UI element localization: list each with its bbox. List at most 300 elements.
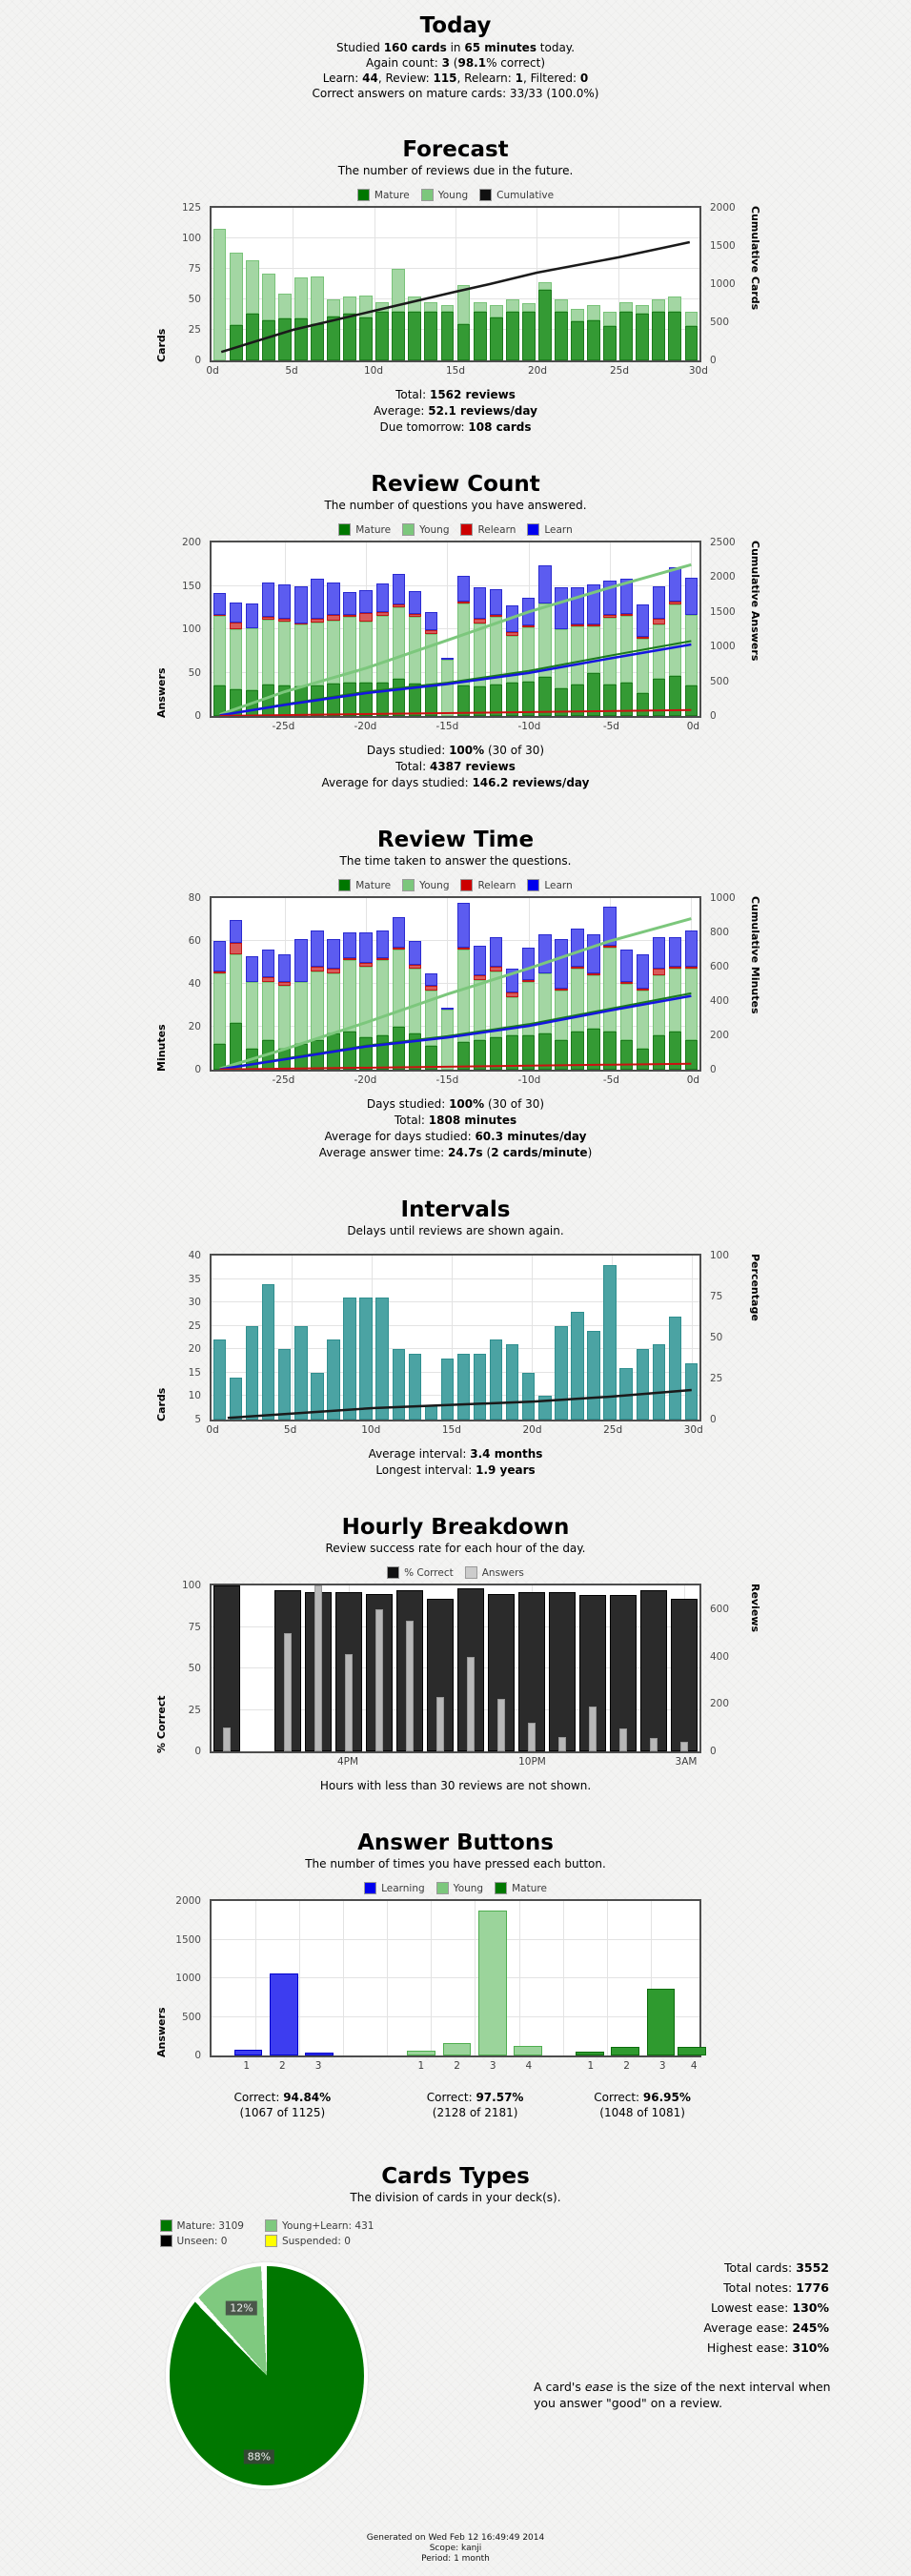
bar (603, 326, 617, 360)
bar (522, 1035, 535, 1070)
sq (402, 523, 415, 536)
bar (571, 969, 583, 1031)
ll: Mature (355, 523, 392, 536)
x-axis-labels (210, 721, 701, 737)
bar (603, 618, 616, 685)
plot-area (210, 1899, 701, 2057)
text-segment: Average answer time: (318, 1146, 448, 1159)
text-segment: 24.7s (447, 1146, 483, 1159)
tick: 50 (710, 1332, 723, 1343)
pie-label: 12% (226, 2300, 256, 2315)
xlab: 20d (522, 1424, 542, 1436)
bar (246, 690, 258, 716)
bar (425, 634, 437, 685)
left-axis-ticks (170, 202, 208, 366)
rich-line (0, 1145, 911, 1161)
report-footer (0, 2533, 911, 2565)
intervals-section (0, 1197, 911, 1479)
legend-item (465, 1566, 524, 1579)
sq (527, 879, 539, 891)
bar (376, 958, 389, 960)
bar (327, 317, 340, 360)
bar (425, 630, 437, 634)
bar (327, 939, 339, 970)
bar (457, 602, 470, 603)
answer-buttons-chart (0, 1882, 911, 2128)
bar (270, 1973, 298, 2055)
bar (538, 565, 551, 603)
bar (490, 1339, 502, 1420)
text-segment: 130% (792, 2300, 829, 2315)
tick: 500 (181, 2011, 201, 2023)
bar (230, 1378, 242, 1420)
text-segment: 1.9 years (476, 1463, 536, 1477)
tick: 60 (188, 935, 201, 947)
bar (375, 312, 389, 360)
xlab: 4 (690, 2060, 698, 2072)
bar (490, 937, 502, 968)
bar (528, 1723, 536, 1751)
bar (653, 619, 665, 624)
bar (305, 2053, 334, 2055)
bar (474, 624, 486, 686)
bar (474, 975, 486, 980)
bar (343, 683, 355, 716)
bar (441, 660, 454, 716)
bar (376, 1035, 389, 1070)
bar (603, 615, 616, 619)
bar (478, 1911, 507, 2055)
xlab: 30d (683, 1424, 703, 1436)
legend-item (460, 879, 516, 891)
bar (278, 294, 292, 319)
text-segment: 60.3 minutes/day (475, 1130, 587, 1143)
bar (611, 2047, 639, 2055)
hgrid (212, 1325, 699, 1326)
bar (576, 2052, 604, 2055)
rich-line (594, 2090, 691, 2105)
legend-item (436, 1882, 483, 1894)
bar (327, 621, 339, 684)
bar (407, 2051, 435, 2055)
bar (311, 971, 323, 1040)
text-segment: 44 (362, 72, 378, 85)
plot-wrap (155, 537, 761, 737)
answer-buttons-correct-stats (210, 2090, 701, 2128)
bar (685, 1363, 698, 1420)
today-stats (0, 40, 911, 101)
bar (506, 605, 518, 631)
bar (409, 1354, 421, 1420)
tick: 25 (188, 324, 201, 336)
forecast-chart (0, 189, 911, 436)
bar (653, 937, 665, 970)
bar (343, 1298, 355, 1420)
sq (265, 2235, 277, 2247)
tick: 75 (710, 1291, 723, 1302)
sq (465, 1566, 477, 1579)
bar (262, 617, 274, 620)
xlab: 10PM (518, 1756, 546, 1768)
bar (294, 586, 307, 623)
rich-line (534, 2338, 829, 2358)
bar (587, 934, 599, 973)
cards-types-section (0, 2164, 911, 2489)
text-segment: Due tomorrow: (379, 420, 469, 434)
bar (278, 318, 292, 360)
right-axis-title: Cumulative Answers (749, 541, 761, 662)
bar (246, 628, 258, 690)
legend-item (421, 189, 468, 201)
bar (443, 2043, 472, 2055)
bar (294, 623, 307, 624)
text-segment: 0 (579, 72, 589, 85)
bar (262, 320, 275, 360)
bar (311, 324, 324, 360)
bar (522, 1373, 535, 1420)
right-axis-title: Cumulative Minutes (749, 896, 761, 1014)
bar (343, 1032, 355, 1071)
text-segment: Correct: (426, 2091, 476, 2104)
text-segment: Highest ease: (706, 2341, 793, 2355)
legend-item (527, 523, 572, 536)
text-segment: Learn: (322, 72, 363, 85)
pie-label: 88% (244, 2450, 274, 2464)
right-axis-title: Reviews (749, 1584, 761, 1633)
bar (213, 593, 226, 615)
rich-line (594, 2105, 691, 2120)
bar (506, 683, 518, 716)
bar (311, 1040, 323, 1071)
tick: 50 (188, 1663, 201, 1674)
bar (359, 963, 372, 968)
sq (460, 523, 473, 536)
bar (522, 625, 535, 627)
bar (393, 1349, 405, 1420)
text-segment: Lowest ease: (710, 2300, 793, 2315)
review-count-subtitle: The number of questions you have answered. (324, 499, 587, 512)
bar (262, 977, 274, 982)
bar (343, 960, 355, 1031)
bar (376, 612, 389, 617)
bar (425, 1046, 437, 1070)
bar (436, 1697, 444, 1751)
bar (620, 616, 633, 683)
sq (527, 523, 539, 536)
review-count-title: Review Count (371, 472, 540, 497)
xlab: -15d (435, 1074, 459, 1086)
ll: Young+Learn: 431 (281, 2219, 375, 2232)
bar (587, 626, 599, 673)
rich-line (427, 2105, 524, 2120)
vgrid (387, 1901, 388, 2055)
tick: 0 (710, 1746, 717, 1757)
bar (393, 950, 405, 1027)
bar (620, 982, 633, 984)
bar (311, 623, 323, 685)
bar (213, 614, 226, 616)
bar (376, 930, 389, 958)
bar (278, 619, 291, 622)
tick: 800 (710, 927, 730, 938)
text-segment: 3 (441, 56, 450, 70)
bar (549, 1592, 577, 1751)
tick: 2000 (175, 1895, 201, 1907)
right-axis-ticks (703, 1250, 747, 1425)
bar (603, 948, 616, 1032)
bar (294, 1044, 307, 1070)
xlab: 15d (445, 365, 466, 377)
bar (637, 1049, 649, 1071)
bar (587, 320, 600, 360)
rich-line (0, 1462, 911, 1479)
sq (387, 1566, 399, 1579)
bar (311, 579, 323, 619)
bar (230, 920, 242, 944)
vgrid (255, 1901, 256, 2055)
bar (555, 989, 567, 991)
text-segment: 65 minutes (464, 41, 536, 54)
bar (375, 1609, 383, 1751)
legend-item (265, 2235, 374, 2247)
xlab: 4PM (336, 1756, 359, 1768)
x-axis-labels (206, 365, 708, 381)
hourly-breakdown-chart (0, 1566, 911, 1794)
text-segment: 310% (792, 2341, 829, 2355)
bar (359, 932, 372, 963)
bar (490, 1037, 502, 1070)
left-axis-ticks (170, 537, 208, 722)
xlab: 0d (686, 1074, 700, 1086)
tick: 400 (710, 1650, 730, 1663)
text-segment: 96.95% (642, 2091, 691, 2104)
ll: Learn (544, 879, 573, 891)
tick: 1000 (710, 641, 736, 653)
bar (262, 620, 274, 685)
bar (538, 973, 551, 1033)
plot-wrap (155, 1250, 761, 1441)
legend-item (338, 523, 391, 536)
bar (457, 603, 470, 685)
bar (294, 624, 307, 686)
vgrid (292, 1256, 293, 1420)
bar (345, 1654, 353, 1751)
bar (474, 312, 487, 360)
bar (636, 305, 649, 314)
bar (262, 1040, 274, 1071)
bar (393, 679, 405, 716)
text-segment: Correct: (594, 2091, 643, 2104)
answer-buttons-subtitle: The number of times you have pressed each button. (305, 1857, 606, 1871)
bar (669, 1032, 681, 1071)
tick: 20 (188, 1021, 201, 1032)
bar (327, 1339, 339, 1420)
bar (587, 1331, 599, 1420)
gblock (594, 2090, 691, 2120)
ll: Learning (381, 1882, 425, 1894)
answer-buttons-title: Answer Buttons (357, 1830, 554, 1855)
text-segment: Correct answers on mature cards: 33/33 (100.0%) (312, 87, 599, 100)
bar (375, 1298, 388, 1420)
chart-stats (0, 1446, 911, 1479)
bar (262, 583, 274, 617)
rich-line (534, 2298, 829, 2318)
xlab: 4 (525, 2060, 533, 2072)
bar (558, 1737, 566, 1751)
bar (522, 598, 535, 625)
legend-item (402, 879, 449, 891)
bar (571, 929, 583, 968)
text-segment: Average for days studied: (321, 776, 473, 789)
rich-line (0, 403, 911, 419)
legend-item (265, 2219, 374, 2232)
bar (474, 686, 486, 716)
hgrid (212, 1301, 699, 1302)
tick: 75 (188, 263, 201, 275)
bar (538, 1396, 551, 1420)
xlab: 5d (283, 1424, 297, 1436)
xlab: 3AM (675, 1756, 698, 1768)
text-segment: (2128 of 2181) (432, 2106, 518, 2119)
tick: 200 (710, 1030, 730, 1041)
bar (376, 960, 389, 1035)
bar (343, 615, 355, 618)
rich-line (0, 1778, 911, 1794)
bar (637, 991, 649, 1049)
bar (213, 685, 226, 716)
bar (522, 627, 535, 681)
sq (364, 1882, 376, 1894)
xlab: 10d (361, 1424, 381, 1436)
bar (620, 683, 633, 716)
bar (522, 982, 535, 1035)
bar (637, 693, 649, 716)
right-axis-ticks (703, 892, 747, 1075)
bar (441, 1010, 454, 1070)
bar (230, 943, 242, 953)
intervals-subtitle: Delays until reviews are shown again. (347, 1224, 564, 1237)
rich-line (0, 71, 911, 86)
bar (230, 253, 243, 325)
tick: 0 (194, 2050, 201, 2061)
text-segment: Again count: (365, 56, 442, 70)
bar (474, 1354, 486, 1420)
tick: 15 (188, 1366, 201, 1379)
bar (571, 685, 583, 716)
bar (685, 312, 698, 326)
text-segment: Average ease: (703, 2320, 793, 2335)
xlab: 15d (441, 1424, 461, 1436)
rich-line (0, 743, 911, 759)
text-segment: Days studied: (366, 1097, 450, 1111)
bar (294, 1326, 307, 1420)
tick: 30 (188, 1297, 201, 1309)
bar (619, 312, 633, 360)
bar (474, 946, 486, 976)
bar (555, 688, 567, 716)
bar (490, 317, 503, 360)
left-axis-ticks (170, 1250, 208, 1425)
tick: 1500 (710, 240, 736, 252)
legend-item (460, 523, 516, 536)
review-count-section (0, 472, 911, 791)
sq (338, 879, 351, 891)
hourly-breakdown-section (0, 1515, 911, 1794)
tick: 25 (188, 1319, 201, 1332)
xlab: 1 (243, 2060, 251, 2072)
bar (555, 299, 568, 312)
bar (393, 607, 405, 679)
plot-wrap (155, 1580, 761, 1772)
text-segment: Studied (335, 41, 384, 54)
bar (467, 1657, 475, 1751)
vgrid (519, 1901, 520, 2055)
bar (278, 1349, 291, 1420)
bar (311, 1373, 323, 1420)
left-axis-title: Minutes (155, 1024, 168, 1072)
text-segment: is the size of the next interval when you answer "good" on a review. (534, 2380, 831, 2410)
ll: Young (419, 879, 450, 891)
bar (506, 312, 519, 360)
bar (571, 587, 583, 624)
bar (490, 305, 503, 317)
review-time-subtitle: The time taken to answer the questions. (339, 854, 572, 868)
tick: 150 (181, 580, 201, 592)
bar (359, 296, 373, 317)
vgrid (607, 1901, 608, 2055)
bar (571, 626, 583, 685)
rich-line (234, 2090, 332, 2105)
ll: Cumulative (496, 189, 555, 201)
x-axis-labels (206, 1424, 703, 1441)
text-segment: 1776 (796, 2280, 829, 2295)
tick: 5 (194, 1414, 201, 1425)
bar (213, 616, 226, 685)
bar (571, 1312, 583, 1420)
bar (262, 1284, 274, 1421)
bar (375, 302, 389, 312)
bar (652, 312, 665, 360)
tick: 100 (181, 624, 201, 635)
text-segment: 4387 reviews (429, 760, 516, 773)
ll: Young (419, 523, 450, 536)
bar (246, 956, 258, 982)
ll: Relearn (477, 523, 516, 536)
text-segment: Longest interval: (375, 1463, 476, 1477)
text-segment: 100% (449, 1097, 485, 1111)
rich-line (534, 2318, 829, 2338)
bar (359, 622, 372, 684)
ll: Learn (544, 523, 573, 536)
bar (246, 603, 258, 628)
rich-line (0, 387, 911, 403)
rich-line (0, 775, 911, 791)
bar (637, 637, 649, 639)
bar (294, 982, 307, 1044)
rich-line (0, 55, 911, 71)
xlab: 0d (206, 365, 219, 377)
bar (685, 615, 698, 686)
bar (359, 613, 372, 622)
bar (555, 1040, 567, 1071)
bar (685, 930, 698, 967)
bar (680, 1742, 688, 1751)
bar (555, 991, 567, 1040)
pie-chart (166, 2262, 368, 2489)
hourly-breakdown-subtitle: Review success rate for each hour of the day. (325, 1542, 586, 1555)
bar (587, 624, 599, 626)
text-segment: Correct: (233, 2091, 284, 2104)
